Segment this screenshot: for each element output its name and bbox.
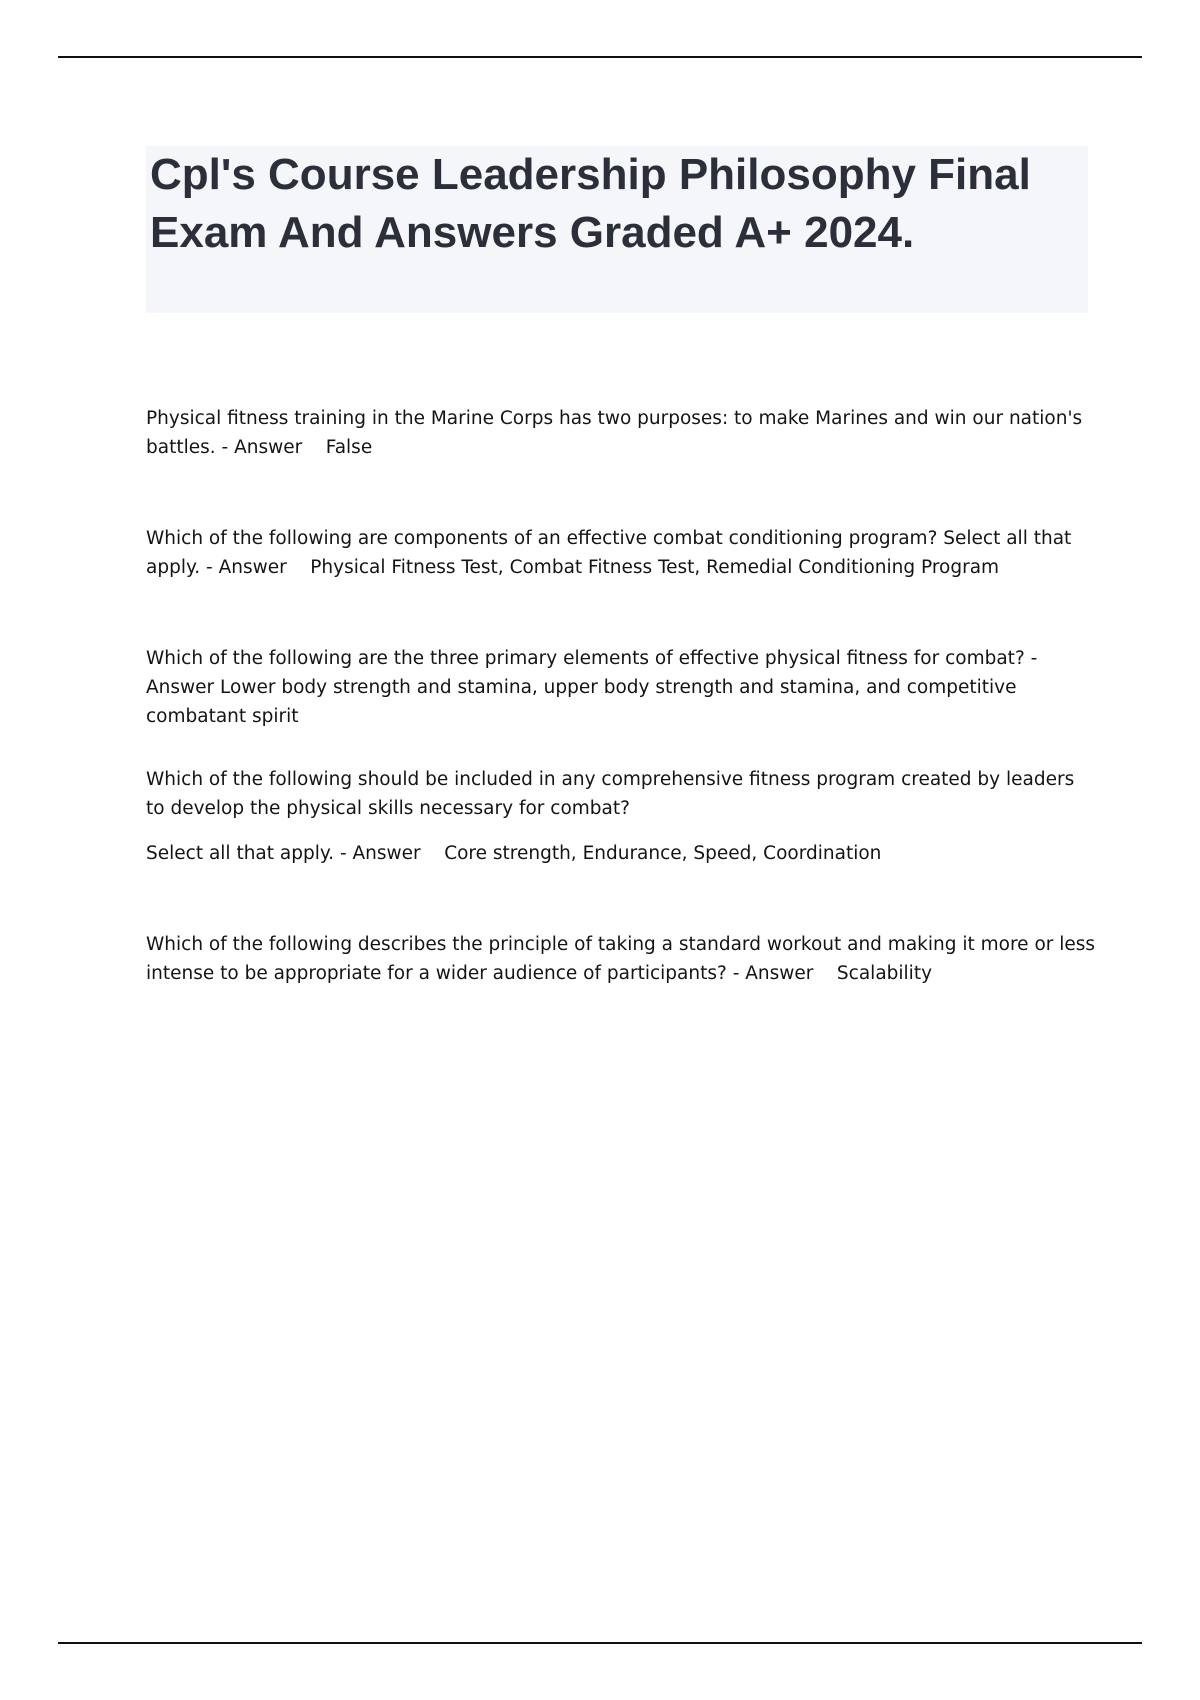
question-text: Which of the following are components of an effective combat conditioning program? Select all that apply. [146,528,1072,578]
qa-text [146,644,1096,731]
qa-item-3 [146,644,1096,731]
title-banner [146,146,1088,313]
page-title: Cpl's Course Leadership Philosophy Final Exam And Answers Graded A+ 2024. [150,150,1031,257]
qa-item-4 [146,765,1096,868]
answer-marker: - Answer [221,437,303,458]
qa-text [146,930,1096,988]
question-text: Physical fitness training in the Marine Corps has two purposes: to make Marines and win our nation's battles. [146,408,1083,458]
answer-text: False [325,437,373,458]
answer-marker: - Answer [732,963,814,984]
answer-text: Physical Fitness Test, Combat Fitness Test, Remedial Conditioning Program [310,557,1000,578]
answer-text: Scalability [836,963,933,984]
qa-item-1 [146,404,1096,462]
answer-marker: - Answer [146,648,1038,698]
question-text: Which of the following are the three primary elements of effective physical fitness for combat? [146,648,1025,669]
answer-marker: - Answer [339,843,421,864]
question-continuation: Select all that apply. [146,843,335,864]
qa-text [146,404,1096,462]
qa-item-5 [146,930,1096,988]
qa-text [146,839,1096,868]
answer-marker: - Answer [206,557,287,578]
question-text: Which of the following should be included in any comprehensive fitness program created by leaders to develop the physical skills necessary for combat? [146,769,1075,819]
question-text: Which of the following describes the principle of taking a standard workout and making it more or less intense to be appropriate for a wider audience of participants? [146,934,1096,984]
bottom-rule [58,1642,1142,1644]
top-rule [58,56,1142,58]
qa-item-2 [146,524,1096,582]
answer-text: Lower body strength and stamina, upper body strength and stamina, and competitive combatant spirit [146,677,1017,727]
qa-text [146,524,1096,582]
answer-text: Core strength, Endurance, Speed, Coordination [444,843,882,864]
